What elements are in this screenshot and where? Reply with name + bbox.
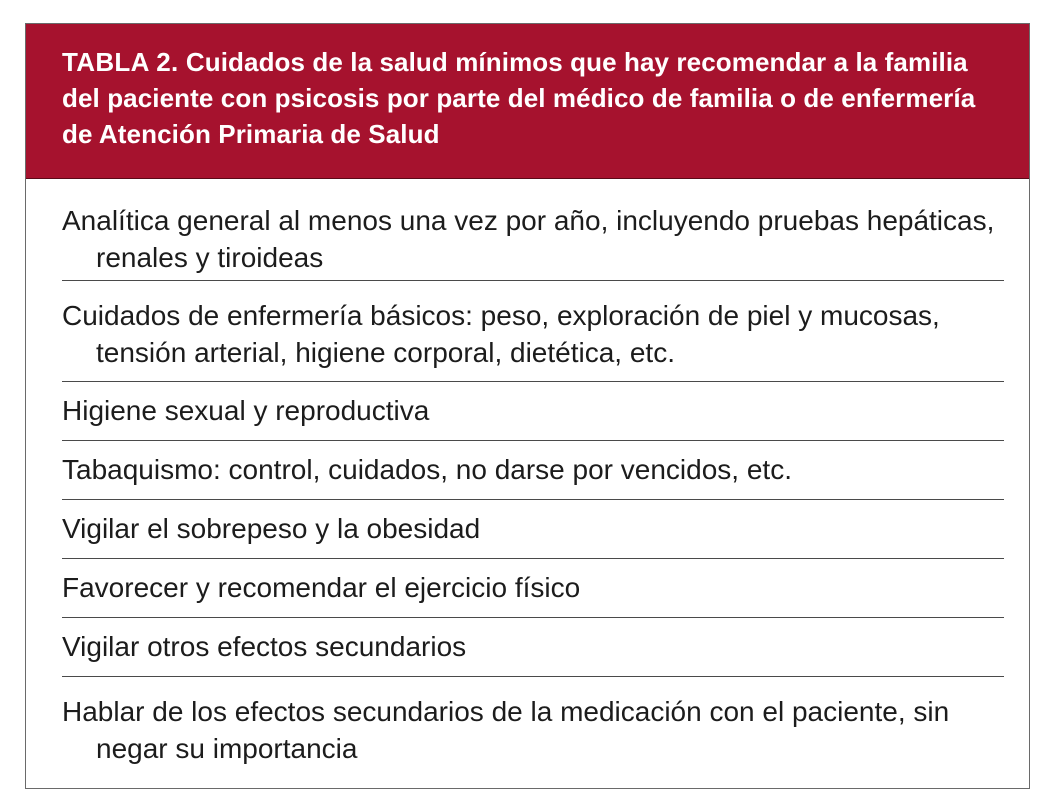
- table-title-text: Cuidados de la salud mínimos que hay recomendar a la familia del paciente con psicosis por parte del médico de familia o de enfermería de Atención Primaria de Salud: [62, 47, 976, 149]
- table-title: [62, 44, 999, 152]
- table-header: [26, 24, 1029, 179]
- table-row: Cuidados de enfermería básicos: peso, exploración de piel y mucosas, tensión arterial, higiene corporal, dietética, etc.: [62, 281, 1004, 382]
- table-label: TABLA 2.: [62, 47, 179, 77]
- table-row: Vigilar el sobrepeso y la obesidad: [62, 500, 1004, 559]
- table-row: Favorecer y recomendar el ejercicio físico: [62, 559, 1004, 618]
- table-row: Analítica general al menos una vez por año, incluyendo pruebas hepáticas, renales y tiroideas: [62, 179, 1004, 281]
- table-row: Tabaquismo: control, cuidados, no darse por vencidos, etc.: [62, 441, 1004, 500]
- table-box: [25, 23, 1030, 789]
- table-body: [26, 179, 1029, 778]
- table-row: Hablar de los efectos secundarios de la medicación con el paciente, sin negar su importancia: [62, 696, 950, 764]
- table-row: Vigilar otros efectos secundarios: [62, 618, 1004, 677]
- table-row: Higiene sexual y reproductiva: [62, 382, 1004, 441]
